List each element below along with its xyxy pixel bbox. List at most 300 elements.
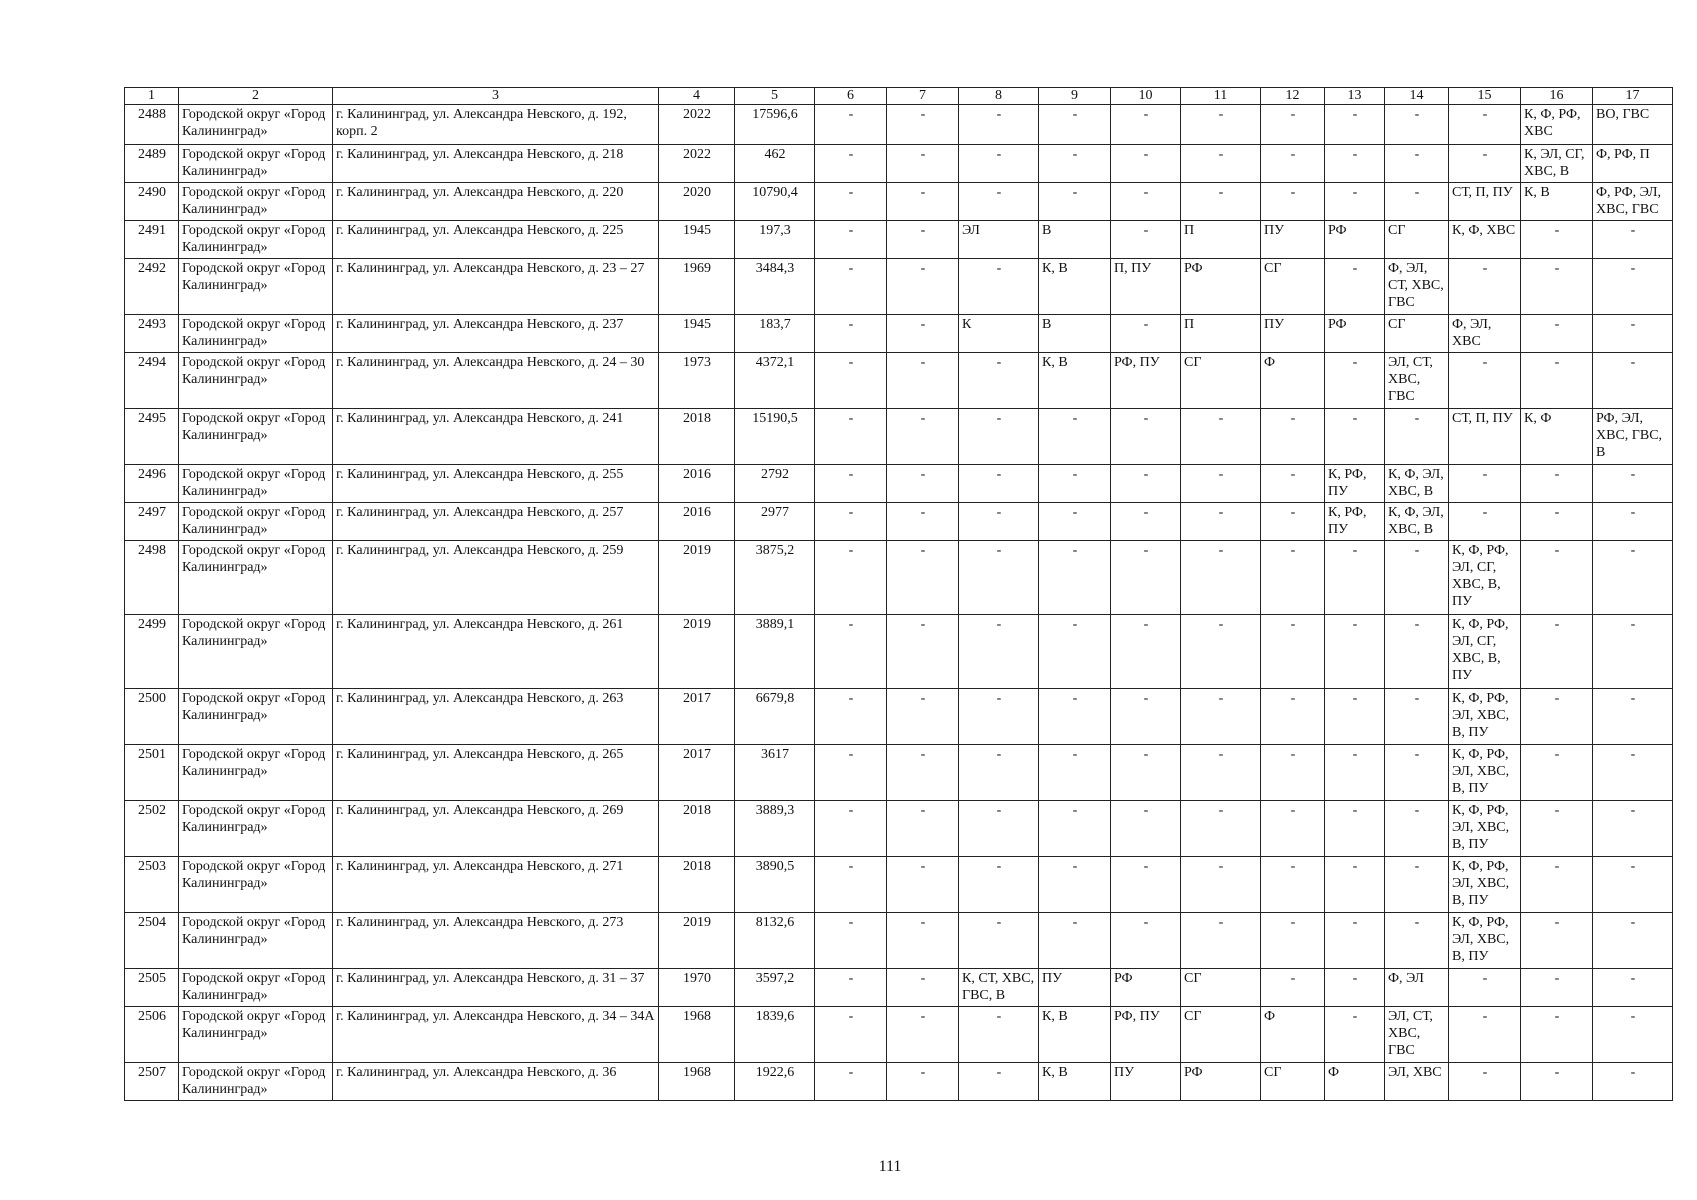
table-cell-col-12: Ф: [1261, 1007, 1325, 1063]
table-cell-col-8: -: [959, 409, 1039, 465]
table-cell-col-1: 2506: [125, 1007, 179, 1063]
table-row: [125, 801, 1673, 857]
table-row: [125, 145, 1673, 183]
table-row: [125, 745, 1673, 801]
table-cell-col-3: г. Калининград, ул. Александра Невского, д. 31 – 37: [333, 969, 659, 1007]
table-cell-col-16: -: [1521, 221, 1593, 259]
table-cell-col-4: 2017: [659, 689, 735, 745]
table-cell-col-11: П: [1181, 221, 1261, 259]
table-cell-col-1: 2502: [125, 801, 179, 857]
table-cell-col-8: К, СТ, ХВС, ГВС, В: [959, 969, 1039, 1007]
table-cell-col-13: -: [1325, 145, 1385, 183]
table-cell-col-9: -: [1039, 503, 1111, 541]
table-cell-col-11: -: [1181, 105, 1261, 145]
table-cell-col-8: -: [959, 105, 1039, 145]
table-cell-col-1: 2507: [125, 1063, 179, 1101]
table-row: [125, 105, 1673, 145]
table-cell-col-6: -: [815, 105, 887, 145]
table-cell-col-16: К, Ф: [1521, 409, 1593, 465]
table-cell-col-14: ЭЛ, СТ, ХВС, ГВС: [1385, 1007, 1449, 1063]
table-row: [125, 465, 1673, 503]
table-cell-col-1: 2504: [125, 913, 179, 969]
table-row: [125, 969, 1673, 1007]
table-cell-col-10: -: [1111, 465, 1181, 503]
table-cell-col-6: -: [815, 353, 887, 409]
table-cell-col-14: -: [1385, 105, 1449, 145]
table-cell-col-6: -: [815, 259, 887, 315]
table-cell-col-13: -: [1325, 801, 1385, 857]
table-cell-col-14: СГ: [1385, 221, 1449, 259]
table-cell-col-7: -: [887, 353, 959, 409]
table-row: [125, 183, 1673, 221]
table-cell-col-17: -: [1593, 969, 1673, 1007]
table-cell-col-3: г. Калининград, ул. Александра Невского, д. 218: [333, 145, 659, 183]
table-cell-col-2: Городской округ «Город Калининград»: [179, 615, 333, 689]
table-cell-col-15: К, Ф, РФ, ЭЛ, ХВС, В, ПУ: [1449, 745, 1521, 801]
table-row: [125, 315, 1673, 353]
table-cell-col-1: 2489: [125, 145, 179, 183]
table-cell-col-9: -: [1039, 857, 1111, 913]
table-cell-col-2: Городской округ «Город Калининград»: [179, 145, 333, 183]
table-cell-col-17: Ф, РФ, П: [1593, 145, 1673, 183]
column-header-2: 2: [179, 88, 333, 105]
table-cell-col-8: -: [959, 913, 1039, 969]
table-cell-col-14: К, Ф, ЭЛ, ХВС, В: [1385, 465, 1449, 503]
column-header-7: 7: [887, 88, 959, 105]
table-cell-col-2: Городской округ «Город Калининград»: [179, 259, 333, 315]
table-cell-col-6: -: [815, 503, 887, 541]
table-cell-col-7: -: [887, 105, 959, 145]
table-cell-col-4: 1968: [659, 1007, 735, 1063]
table-row: [125, 857, 1673, 913]
table-cell-col-8: ЭЛ: [959, 221, 1039, 259]
table-cell-col-12: -: [1261, 145, 1325, 183]
table-cell-col-11: -: [1181, 145, 1261, 183]
table-cell-col-2: Городской округ «Город Калининград»: [179, 1007, 333, 1063]
table-cell-col-9: В: [1039, 221, 1111, 259]
table-cell-col-14: СГ: [1385, 315, 1449, 353]
table-cell-col-15: К, Ф, РФ, ЭЛ, ХВС, В, ПУ: [1449, 857, 1521, 913]
table-cell-col-5: 1839,6: [735, 1007, 815, 1063]
table-cell-col-1: 2500: [125, 689, 179, 745]
table-cell-col-10: -: [1111, 541, 1181, 615]
table-cell-col-12: -: [1261, 183, 1325, 221]
table-cell-col-1: 2496: [125, 465, 179, 503]
table-cell-col-16: -: [1521, 913, 1593, 969]
table-cell-col-11: -: [1181, 689, 1261, 745]
table-cell-col-13: -: [1325, 105, 1385, 145]
table-cell-col-8: -: [959, 503, 1039, 541]
table-cell-col-14: -: [1385, 145, 1449, 183]
table-cell-col-7: -: [887, 615, 959, 689]
table-cell-col-15: -: [1449, 969, 1521, 1007]
table-cell-col-5: 2792: [735, 465, 815, 503]
table-cell-col-8: -: [959, 801, 1039, 857]
table-cell-col-4: 2016: [659, 503, 735, 541]
table-cell-col-5: 15190,5: [735, 409, 815, 465]
table-cell-col-17: -: [1593, 541, 1673, 615]
table-cell-col-3: г. Калининград, ул. Александра Невского, д. 265: [333, 745, 659, 801]
table-cell-col-7: -: [887, 465, 959, 503]
table-cell-col-11: -: [1181, 857, 1261, 913]
table-cell-col-6: -: [815, 1063, 887, 1101]
table-cell-col-10: -: [1111, 409, 1181, 465]
table-row: [125, 221, 1673, 259]
table-cell-col-12: ПУ: [1261, 221, 1325, 259]
table-cell-col-16: -: [1521, 315, 1593, 353]
table-row: [125, 503, 1673, 541]
table-cell-col-10: -: [1111, 503, 1181, 541]
table-cell-col-11: -: [1181, 503, 1261, 541]
table-cell-col-2: Городской округ «Город Калининград»: [179, 105, 333, 145]
table-cell-col-3: г. Калининград, ул. Александра Невского, д. 271: [333, 857, 659, 913]
table-cell-col-15: К, Ф, РФ, ЭЛ, СГ, ХВС, В, ПУ: [1449, 615, 1521, 689]
table-cell-col-16: -: [1521, 353, 1593, 409]
table-cell-col-4: 2018: [659, 801, 735, 857]
table-cell-col-6: -: [815, 801, 887, 857]
table-cell-col-13: -: [1325, 183, 1385, 221]
table-cell-col-11: -: [1181, 913, 1261, 969]
table-cell-col-7: -: [887, 1063, 959, 1101]
column-header-14: 14: [1385, 88, 1449, 105]
table-cell-col-13: -: [1325, 689, 1385, 745]
table-cell-col-10: -: [1111, 105, 1181, 145]
table-cell-col-6: -: [815, 969, 887, 1007]
table-cell-col-11: РФ: [1181, 1063, 1261, 1101]
table-cell-col-2: Городской округ «Город Калининград»: [179, 541, 333, 615]
table-cell-col-9: К, В: [1039, 259, 1111, 315]
table-cell-col-4: 1945: [659, 221, 735, 259]
table-cell-col-10: РФ: [1111, 969, 1181, 1007]
table-cell-col-6: -: [815, 221, 887, 259]
table-cell-col-1: 2494: [125, 353, 179, 409]
table-cell-col-13: РФ: [1325, 221, 1385, 259]
table-cell-col-5: 6679,8: [735, 689, 815, 745]
table-cell-col-13: -: [1325, 913, 1385, 969]
table-row: [125, 615, 1673, 689]
table-cell-col-1: 2493: [125, 315, 179, 353]
table-row: [125, 259, 1673, 315]
table-cell-col-7: -: [887, 857, 959, 913]
register-table: [124, 87, 1673, 1101]
table-cell-col-16: -: [1521, 801, 1593, 857]
table-cell-col-4: 1973: [659, 353, 735, 409]
table-cell-col-9: -: [1039, 105, 1111, 145]
table-cell-col-11: -: [1181, 615, 1261, 689]
table-cell-col-5: 3889,3: [735, 801, 815, 857]
page-number: 111: [878, 1158, 902, 1175]
table-cell-col-17: -: [1593, 857, 1673, 913]
table-cell-col-8: -: [959, 857, 1039, 913]
table-cell-col-2: Городской округ «Город Калининград»: [179, 857, 333, 913]
table-cell-col-15: К, Ф, РФ, ЭЛ, ХВС, В, ПУ: [1449, 801, 1521, 857]
table-cell-col-4: 2019: [659, 541, 735, 615]
table-cell-col-3: г. Калининград, ул. Александра Невского, д. 259: [333, 541, 659, 615]
table-cell-col-17: РФ, ЭЛ, ХВС, ГВС, В: [1593, 409, 1673, 465]
column-header-8: 8: [959, 88, 1039, 105]
table-cell-col-15: К, Ф, РФ, ЭЛ, СГ, ХВС, В, ПУ: [1449, 541, 1521, 615]
table-cell-col-13: -: [1325, 409, 1385, 465]
table-cell-col-8: -: [959, 145, 1039, 183]
table-cell-col-7: -: [887, 145, 959, 183]
table-cell-col-8: -: [959, 465, 1039, 503]
table-cell-col-12: -: [1261, 913, 1325, 969]
table-cell-col-15: -: [1449, 1007, 1521, 1063]
column-header-6: 6: [815, 88, 887, 105]
table-row: [125, 541, 1673, 615]
table-cell-col-13: К, РФ, ПУ: [1325, 503, 1385, 541]
table-cell-col-5: 3889,1: [735, 615, 815, 689]
table-cell-col-7: -: [887, 259, 959, 315]
table-cell-col-12: -: [1261, 857, 1325, 913]
column-header-13: 13: [1325, 88, 1385, 105]
table-header: [125, 88, 1673, 105]
table-cell-col-5: 2977: [735, 503, 815, 541]
table-cell-col-1: 2501: [125, 745, 179, 801]
column-header-1: 1: [125, 88, 179, 105]
column-header-12: 12: [1261, 88, 1325, 105]
table-cell-col-16: К, Ф, РФ, ХВС: [1521, 105, 1593, 145]
table-cell-col-11: СГ: [1181, 353, 1261, 409]
table-cell-col-4: 2022: [659, 105, 735, 145]
table-cell-col-2: Городской округ «Город Калининград»: [179, 913, 333, 969]
table-cell-col-15: Ф, ЭЛ, ХВС: [1449, 315, 1521, 353]
table-cell-col-10: -: [1111, 857, 1181, 913]
table-cell-col-14: Ф, ЭЛ: [1385, 969, 1449, 1007]
table-cell-col-4: 2018: [659, 409, 735, 465]
table-cell-col-11: СГ: [1181, 1007, 1261, 1063]
table-cell-col-6: -: [815, 541, 887, 615]
table-cell-col-13: РФ: [1325, 315, 1385, 353]
table-cell-col-7: -: [887, 913, 959, 969]
table-cell-col-17: -: [1593, 503, 1673, 541]
table-cell-col-9: -: [1039, 409, 1111, 465]
table-cell-col-9: -: [1039, 913, 1111, 969]
table-cell-col-17: -: [1593, 465, 1673, 503]
table-cell-col-17: -: [1593, 745, 1673, 801]
table-cell-col-2: Городской округ «Город Калининград»: [179, 745, 333, 801]
table-cell-col-4: 2022: [659, 145, 735, 183]
table-cell-col-7: -: [887, 689, 959, 745]
table-cell-col-5: 462: [735, 145, 815, 183]
table-row: [125, 1063, 1673, 1101]
table-cell-col-9: -: [1039, 183, 1111, 221]
table-cell-col-1: 2498: [125, 541, 179, 615]
table-cell-col-4: 2018: [659, 857, 735, 913]
table-cell-col-14: -: [1385, 541, 1449, 615]
table-cell-col-3: г. Калининград, ул. Александра Невского, д. 255: [333, 465, 659, 503]
table-cell-col-1: 2495: [125, 409, 179, 465]
table-cell-col-12: -: [1261, 105, 1325, 145]
table-cell-col-11: П: [1181, 315, 1261, 353]
table-cell-col-10: П, ПУ: [1111, 259, 1181, 315]
table-cell-col-1: 2497: [125, 503, 179, 541]
table-cell-col-13: -: [1325, 541, 1385, 615]
table-cell-col-17: Ф, РФ, ЭЛ, ХВС, ГВС: [1593, 183, 1673, 221]
header-row: [125, 88, 1673, 105]
table-cell-col-8: -: [959, 615, 1039, 689]
table-cell-col-3: г. Калининград, ул. Александра Невского, д. 220: [333, 183, 659, 221]
table-cell-col-15: -: [1449, 465, 1521, 503]
table-cell-col-7: -: [887, 745, 959, 801]
table-cell-col-14: -: [1385, 409, 1449, 465]
table-cell-col-10: -: [1111, 689, 1181, 745]
table-cell-col-12: -: [1261, 409, 1325, 465]
table-cell-col-15: -: [1449, 503, 1521, 541]
table-cell-col-10: -: [1111, 913, 1181, 969]
table-cell-col-4: 1968: [659, 1063, 735, 1101]
table-cell-col-3: г. Калининград, ул. Александра Невского, д. 23 – 27: [333, 259, 659, 315]
table-cell-col-5: 3617: [735, 745, 815, 801]
table-cell-col-10: РФ, ПУ: [1111, 1007, 1181, 1063]
table-cell-col-5: 1922,6: [735, 1063, 815, 1101]
table-row: [125, 409, 1673, 465]
table-cell-col-13: -: [1325, 969, 1385, 1007]
table-cell-col-10: -: [1111, 183, 1181, 221]
table-cell-col-12: ПУ: [1261, 315, 1325, 353]
table-cell-col-8: К: [959, 315, 1039, 353]
table-cell-col-15: СТ, П, ПУ: [1449, 183, 1521, 221]
table-cell-col-2: Городской округ «Город Калининград»: [179, 801, 333, 857]
table-cell-col-17: -: [1593, 1063, 1673, 1101]
table-cell-col-16: -: [1521, 465, 1593, 503]
table-cell-col-8: -: [959, 259, 1039, 315]
table-cell-col-3: г. Калининград, ул. Александра Невского, д. 273: [333, 913, 659, 969]
table-cell-col-9: -: [1039, 145, 1111, 183]
table-cell-col-10: -: [1111, 145, 1181, 183]
table-cell-col-7: -: [887, 183, 959, 221]
table-cell-col-10: -: [1111, 315, 1181, 353]
table-cell-col-16: -: [1521, 541, 1593, 615]
table-cell-col-12: -: [1261, 541, 1325, 615]
table-cell-col-3: г. Калининград, ул. Александра Невского, д. 36: [333, 1063, 659, 1101]
table-cell-col-6: -: [815, 745, 887, 801]
table-cell-col-12: -: [1261, 689, 1325, 745]
table-cell-col-16: К, ЭЛ, СГ, ХВС, В: [1521, 145, 1593, 183]
table-cell-col-16: -: [1521, 615, 1593, 689]
table-cell-col-3: г. Калининград, ул. Александра Невского, д. 261: [333, 615, 659, 689]
table-cell-col-5: 3890,5: [735, 857, 815, 913]
table-cell-col-12: СГ: [1261, 259, 1325, 315]
table-cell-col-5: 4372,1: [735, 353, 815, 409]
table-cell-col-10: -: [1111, 221, 1181, 259]
table-cell-col-16: -: [1521, 1007, 1593, 1063]
table-cell-col-7: -: [887, 969, 959, 1007]
table-cell-col-5: 3484,3: [735, 259, 815, 315]
table-cell-col-16: -: [1521, 857, 1593, 913]
table-cell-col-14: -: [1385, 857, 1449, 913]
table-cell-col-4: 2020: [659, 183, 735, 221]
table-cell-col-12: СГ: [1261, 1063, 1325, 1101]
table-cell-col-9: -: [1039, 801, 1111, 857]
table-cell-col-3: г. Калининград, ул. Александра Невского, д. 34 – 34А: [333, 1007, 659, 1063]
table-cell-col-7: -: [887, 503, 959, 541]
table-cell-col-8: -: [959, 183, 1039, 221]
column-header-4: 4: [659, 88, 735, 105]
column-header-9: 9: [1039, 88, 1111, 105]
column-header-11: 11: [1181, 88, 1261, 105]
table-cell-col-6: -: [815, 145, 887, 183]
table-cell-col-3: г. Калининград, ул. Александра Невского, д. 241: [333, 409, 659, 465]
table-cell-col-13: Ф: [1325, 1063, 1385, 1101]
table-cell-col-6: -: [815, 689, 887, 745]
table-cell-col-17: -: [1593, 221, 1673, 259]
table-cell-col-3: г. Калининград, ул. Александра Невского, д. 24 – 30: [333, 353, 659, 409]
table-cell-col-9: -: [1039, 745, 1111, 801]
table-cell-col-9: -: [1039, 465, 1111, 503]
table-cell-col-13: -: [1325, 353, 1385, 409]
table-cell-col-17: ВО, ГВС: [1593, 105, 1673, 145]
table-cell-col-11: -: [1181, 409, 1261, 465]
table-row: [125, 913, 1673, 969]
table-cell-col-16: -: [1521, 689, 1593, 745]
table-cell-col-17: -: [1593, 1007, 1673, 1063]
table-cell-col-8: -: [959, 1063, 1039, 1101]
table-cell-col-12: -: [1261, 801, 1325, 857]
table-cell-col-10: ПУ: [1111, 1063, 1181, 1101]
table-cell-col-6: -: [815, 315, 887, 353]
column-header-16: 16: [1521, 88, 1593, 105]
table-cell-col-13: -: [1325, 857, 1385, 913]
table-cell-col-2: Городской округ «Город Калининград»: [179, 465, 333, 503]
column-header-17: 17: [1593, 88, 1673, 105]
table-cell-col-8: -: [959, 541, 1039, 615]
table-cell-col-16: -: [1521, 503, 1593, 541]
table-cell-col-14: -: [1385, 745, 1449, 801]
table-cell-col-10: РФ, ПУ: [1111, 353, 1181, 409]
table-cell-col-12: -: [1261, 503, 1325, 541]
table-cell-col-14: К, Ф, ЭЛ, ХВС, В: [1385, 503, 1449, 541]
table-cell-col-17: -: [1593, 801, 1673, 857]
table-cell-col-15: К, Ф, РФ, ЭЛ, ХВС, В, ПУ: [1449, 913, 1521, 969]
table-cell-col-13: К, РФ, ПУ: [1325, 465, 1385, 503]
table-cell-col-7: -: [887, 409, 959, 465]
table-cell-col-16: К, В: [1521, 183, 1593, 221]
table-cell-col-4: 2016: [659, 465, 735, 503]
table-cell-col-7: -: [887, 315, 959, 353]
table-cell-col-5: 197,3: [735, 221, 815, 259]
column-header-3: 3: [333, 88, 659, 105]
table-cell-col-17: -: [1593, 315, 1673, 353]
table-cell-col-4: 2019: [659, 615, 735, 689]
table-cell-col-11: -: [1181, 183, 1261, 221]
table-cell-col-7: -: [887, 541, 959, 615]
table-cell-col-2: Городской округ «Город Калининград»: [179, 503, 333, 541]
table-cell-col-13: -: [1325, 745, 1385, 801]
table-cell-col-11: -: [1181, 801, 1261, 857]
table-cell-col-15: -: [1449, 353, 1521, 409]
table-cell-col-9: К, В: [1039, 1007, 1111, 1063]
table-cell-col-12: -: [1261, 465, 1325, 503]
table-cell-col-14: ЭЛ, СТ, ХВС, ГВС: [1385, 353, 1449, 409]
table-cell-col-15: -: [1449, 259, 1521, 315]
table-cell-col-13: -: [1325, 615, 1385, 689]
table-cell-col-6: -: [815, 857, 887, 913]
table-cell-col-4: 1969: [659, 259, 735, 315]
table-cell-col-11: -: [1181, 745, 1261, 801]
table-cell-col-8: -: [959, 1007, 1039, 1063]
table-cell-col-5: 17596,6: [735, 105, 815, 145]
table-cell-col-15: -: [1449, 145, 1521, 183]
table-cell-col-17: -: [1593, 615, 1673, 689]
table-cell-col-6: -: [815, 913, 887, 969]
table-cell-col-9: В: [1039, 315, 1111, 353]
table-row: [125, 689, 1673, 745]
table-cell-col-2: Городской округ «Город Калининград»: [179, 221, 333, 259]
table-cell-col-9: ПУ: [1039, 969, 1111, 1007]
table-cell-col-4: 2019: [659, 913, 735, 969]
table-cell-col-16: -: [1521, 745, 1593, 801]
